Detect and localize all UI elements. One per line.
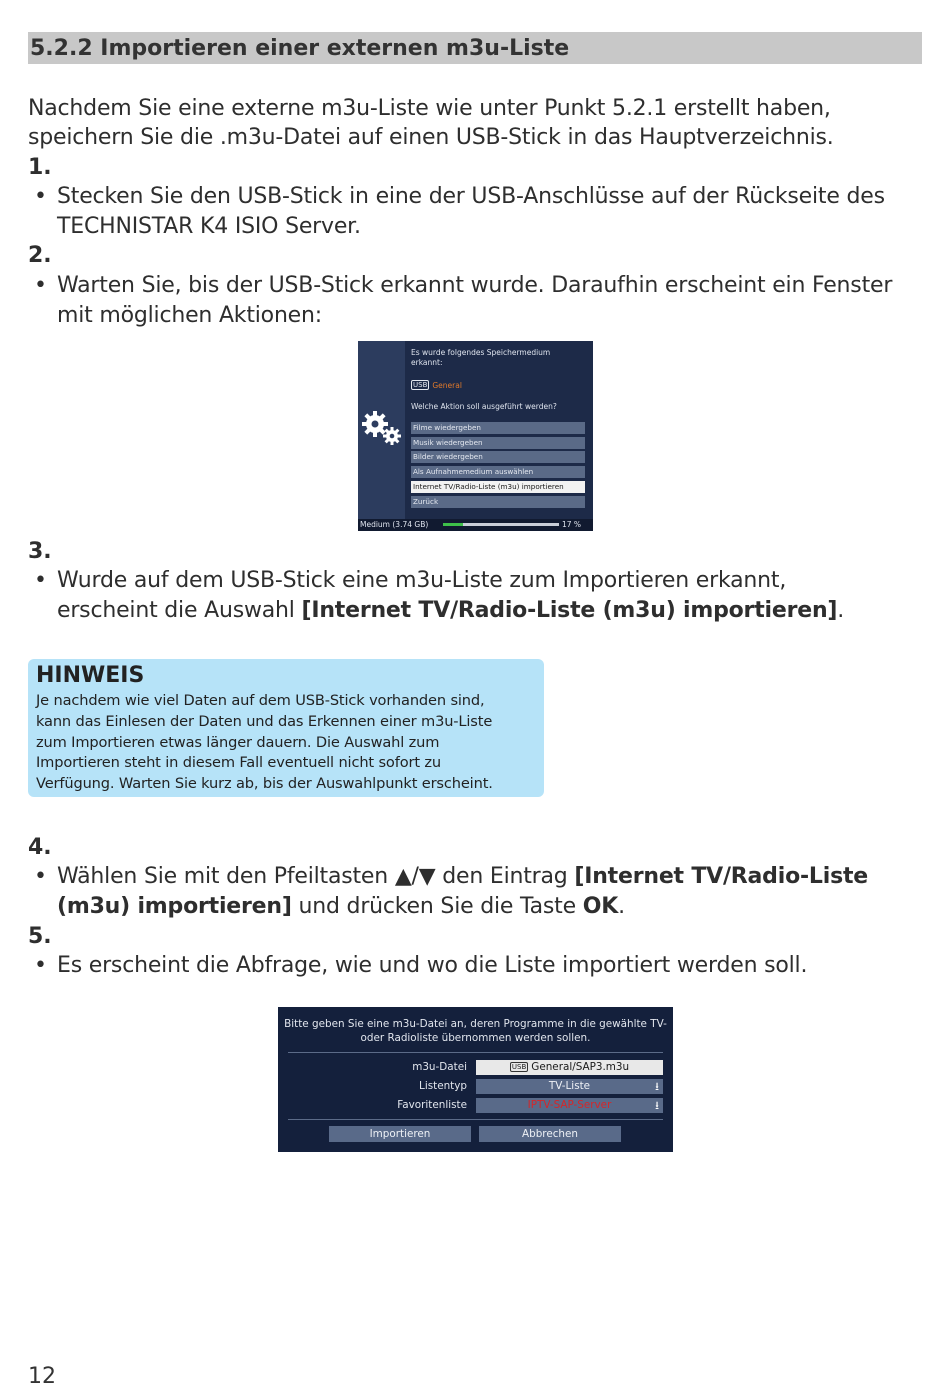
- step-number-3: 3.: [28, 539, 52, 564]
- step-5-line-1: Es erscheint die Abfrage, wie und wo die Liste importiert werden soll.: [57, 953, 808, 978]
- menu-entry-import-m3u: [Internet TV/Radio-Liste (m3u) importieren]: [301, 597, 838, 623]
- hint-box: [28, 659, 544, 797]
- step-4-line-1-mid: den Eintrag: [435, 864, 575, 889]
- step-2-text: [28, 271, 928, 330]
- hint-body: [36, 691, 541, 795]
- m3u-file-label: m3u-Datei: [412, 1061, 467, 1073]
- step-5-text: [28, 951, 928, 981]
- page-number: 12: [28, 1364, 56, 1389]
- usage-progress-fill: [443, 523, 463, 526]
- medium-size: Medium (3.74 GB): [360, 520, 429, 529]
- section-heading: 5.2.2 Importieren einer externen m3u-Liste: [28, 32, 922, 64]
- option-select-recording-medium[interactable]: Als Aufnahmemedium auswählen: [411, 466, 585, 478]
- m3u-file-field[interactable]: [476, 1060, 663, 1075]
- step-3-line-1: Wurde auf dem USB-Stick eine m3u-Liste zum Importieren erkannt,: [57, 568, 787, 593]
- list-type-label: Listentyp: [419, 1080, 467, 1092]
- favorites-list-value: IPTV-SAP-Server: [527, 1099, 612, 1111]
- step-2-line-1: Warten Sie, bis der USB-Stick erkannt wurde. Daraufhin erscheint ein Fenster: [57, 273, 893, 298]
- favorites-list-label: Favoritenliste: [397, 1099, 467, 1111]
- bullet-dot: •: [34, 568, 47, 593]
- step-3-line-2-pre: erscheint die Auswahl: [57, 597, 302, 623]
- step-3-line-2: [57, 596, 928, 626]
- step-3-text: [28, 566, 928, 625]
- intro-line-2: speichern Sie die .m3u-Datei auf einen USB-Stick in das Hauptverzeichnis.: [28, 125, 834, 150]
- step-number-2: 2.: [28, 243, 52, 268]
- usage-progress-bar: [443, 523, 559, 526]
- cancel-button[interactable]: Abbrechen: [479, 1126, 621, 1142]
- import-dialog-intro: [278, 1017, 673, 1045]
- option-import-m3u-list[interactable]: Internet TV/Radio-Liste (m3u) importieren: [411, 481, 585, 493]
- step-number-4: 4.: [28, 835, 52, 860]
- bullet-dot: •: [34, 273, 47, 298]
- step-number-1: 1.: [28, 155, 52, 180]
- step-4-line-2-post: .: [618, 893, 625, 919]
- dropdown-arrow-icon: ⭳: [655, 1080, 659, 1093]
- hint-line-3: zum Importieren etwas länger dauern. Die Auswahl zum: [36, 733, 440, 751]
- hint-line-4: Importieren steht in diesem Fall eventuell nicht sofort zu: [36, 754, 441, 772]
- action-question: Welche Aktion soll ausgeführt werden?: [411, 402, 557, 411]
- detected-message-line-2: erkannt:: [411, 358, 443, 367]
- usage-percent: 17 %: [562, 520, 582, 529]
- bullet-dot: •: [34, 184, 47, 209]
- bullet-dot: •: [34, 953, 47, 978]
- hint-line-5: Verfügung. Warten Sie kurz ab, bis der Auswahlpunkt erscheint.: [36, 775, 493, 793]
- device-name: [411, 380, 462, 391]
- import-button[interactable]: Importieren: [329, 1126, 471, 1142]
- step-4-line-2-mid: und drücken Sie die Taste: [291, 893, 583, 919]
- step-4-line-2: [57, 892, 928, 922]
- usb-icon: USB: [413, 381, 428, 389]
- device-label: General: [432, 381, 462, 390]
- list-type-select[interactable]: [476, 1079, 663, 1094]
- detected-message-line-1: Es wurde folgendes Speichermedium: [411, 348, 551, 357]
- step-2-line-2: mit möglichen Aktionen:: [57, 302, 322, 328]
- menu-entry-bold-2: (m3u) importieren]: [57, 893, 292, 919]
- option-play-movies[interactable]: Filme wiedergeben: [411, 422, 585, 434]
- step-4-text: [28, 862, 928, 921]
- step-4-line-1: [57, 862, 928, 892]
- hint-title: HINWEIS: [36, 663, 145, 688]
- option-back[interactable]: Zurück: [411, 496, 585, 508]
- import-dialog-screenshot: [278, 1007, 673, 1152]
- divider: [288, 1052, 663, 1053]
- step-1-line-2: TECHNISTAR K4 ISIO Server.: [57, 213, 361, 239]
- arrow-keys-icon: ▲/▼: [394, 864, 436, 889]
- menu-entry-bold-1: [Internet TV/Radio-Liste: [574, 864, 869, 889]
- option-play-pictures[interactable]: Bilder wiedergeben: [411, 451, 585, 463]
- hint-line-1: Je nachdem wie viel Daten auf dem USB-Stick vorhanden sind,: [36, 692, 485, 709]
- favorites-list-select[interactable]: [476, 1098, 663, 1113]
- step-1-text: [28, 182, 928, 241]
- bullet-dot: •: [34, 864, 47, 889]
- dropdown-arrow-icon: ⭳: [655, 1099, 659, 1112]
- step-4-line-1-pre: Wählen Sie mit den Pfeiltasten: [57, 864, 395, 889]
- divider: [288, 1119, 663, 1120]
- ok-key-label: OK: [582, 893, 619, 919]
- hint-line-2: kann das Einlesen der Daten und das Erkennen einer m3u-Liste: [36, 712, 493, 730]
- import-intro-line-2: oder Radioliste übernommen werden sollen.: [360, 1032, 591, 1044]
- medium-status-bar: [358, 519, 593, 531]
- list-type-value: TV-Liste: [548, 1080, 591, 1092]
- step-number-5: 5.: [28, 924, 52, 949]
- usb-detected-dialog-screenshot: [358, 341, 593, 531]
- import-intro-line-1: Bitte geben Sie eine m3u-Datei an, deren Programme in die gewählte TV-: [284, 1018, 667, 1030]
- step-3-line-2-post: .: [837, 597, 845, 623]
- usb-icon: USB: [511, 1063, 527, 1071]
- step-1-line-1: Stecken Sie den USB-Stick in eine der USB-Anschlüsse auf der Rückseite des: [57, 184, 885, 209]
- settings-gears-icon: [360, 407, 406, 447]
- intro-line-1: Nachdem Sie eine externe m3u-Liste wie unter Punkt 5.2.1 erstellt haben,: [28, 96, 831, 121]
- option-play-music[interactable]: Musik wiedergeben: [411, 437, 585, 449]
- m3u-file-value: General/SAP3.m3u: [531, 1061, 630, 1073]
